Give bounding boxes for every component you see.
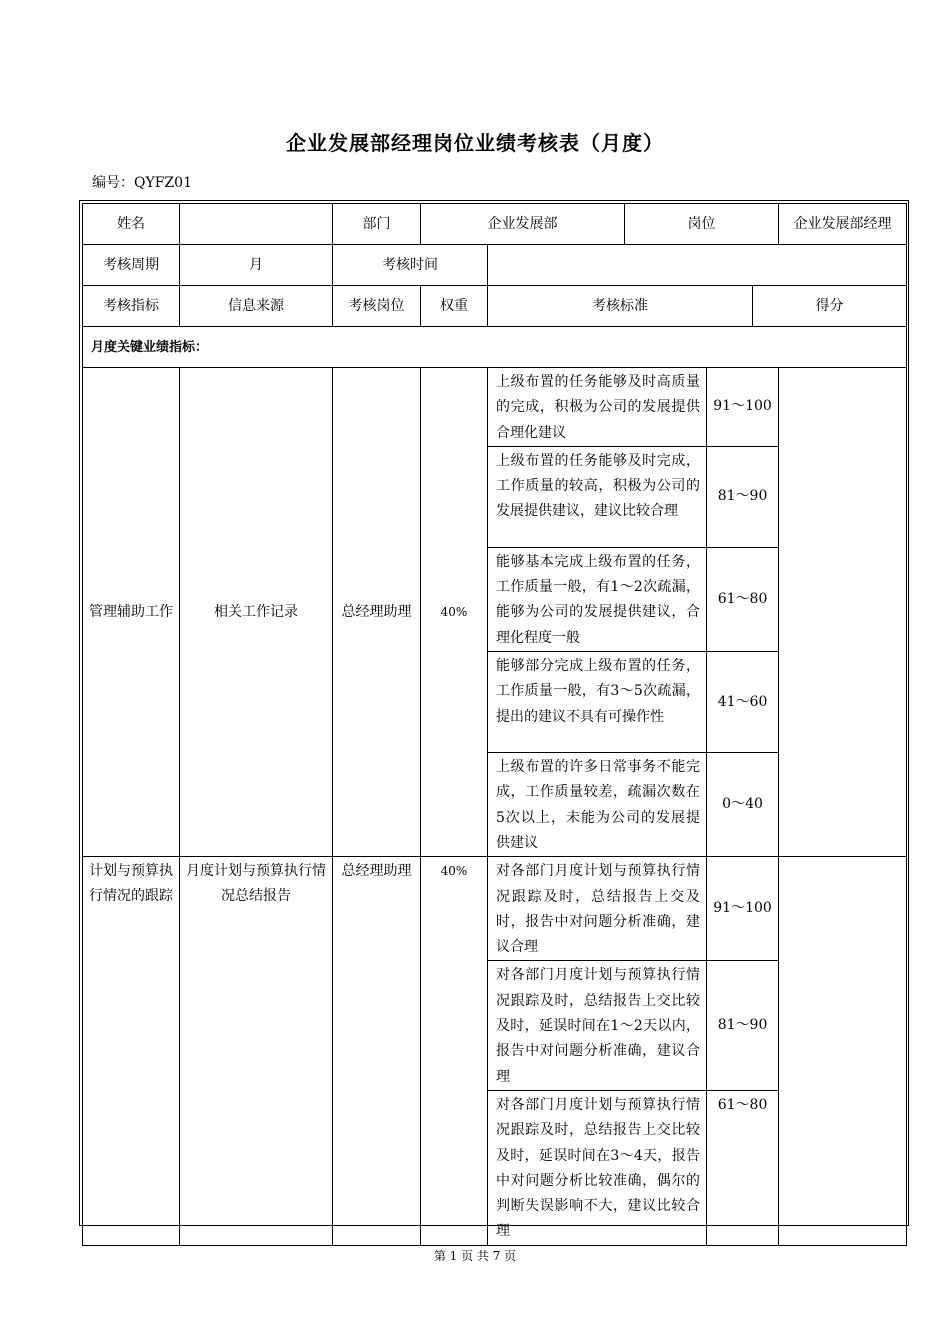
criterion-range: 61～80 [707, 547, 779, 651]
indicator-post: 总经理助理 [333, 857, 421, 1245]
criterion-text: 上级布置的任务能够及时高质量的完成，积极为公司的发展提供合理化建议 [488, 368, 707, 447]
column-header-row [83, 286, 907, 327]
time-label: 考核时间 [333, 245, 488, 286]
criterion-text: 上级布置的许多日常事务不能完成，工作质量较差，疏漏次数在5次以上，未能为公司的发展提供建议 [488, 753, 707, 857]
criterion-range: 91～100 [707, 368, 779, 447]
criterion-range: 91～100 [707, 857, 779, 961]
criterion-text: 上级布置的任务能够及时完成，工作质量的较高，积极为公司的发展提供建议，建议比较合理 [488, 446, 707, 547]
page-title: 企业发展部经理岗位业绩考核表（月度） [286, 131, 664, 155]
document-code: 编号：QYFZ01 [92, 175, 192, 191]
col-indicator: 考核指标 [83, 286, 180, 327]
indicator-name: 管理辅助工作 [83, 368, 180, 857]
criterion-text: 能够基本完成上级布置的任务，工作质量一般，有1～2次疏漏，能够为公司的发展提供建议，合理化程度一般 [488, 547, 707, 651]
period-value: 月 [180, 245, 333, 286]
indicator-weight: 40% [421, 368, 488, 857]
dept-value: 企业发展部 [421, 204, 625, 245]
page-footer: 第 1 页 共 7 页 [433, 1249, 517, 1263]
criterion-text: 能够部分完成上级布置的任务，工作质量一般，有3～5次疏漏，提出的建议不具有可操作性 [488, 652, 707, 753]
criterion-range: 81～90 [707, 446, 779, 547]
col-source: 信息来源 [180, 286, 333, 327]
criterion-range: 81～90 [707, 961, 779, 1090]
indicator-post: 总经理助理 [333, 368, 421, 857]
post-value: 企业发展部经理 [779, 204, 907, 245]
table-row [83, 368, 907, 447]
criterion-range: 41～60 [707, 652, 779, 753]
assessment-table [82, 203, 907, 1246]
score-cell[interactable] [779, 857, 907, 1245]
name-label: 姓名 [83, 204, 180, 245]
criterion-range: 61～80 [707, 1090, 779, 1245]
col-criteria: 考核标准 [488, 286, 753, 327]
col-weight: 权重 [421, 286, 488, 327]
time-value-cell[interactable] [488, 245, 907, 286]
section-row [83, 327, 907, 368]
post-label: 岗位 [625, 204, 779, 245]
col-score: 得分 [753, 286, 907, 327]
period-label: 考核周期 [83, 245, 180, 286]
criterion-text: 对各部门月度计划与预算执行情况跟踪及时，总结报告上交比较及时，延误时间在3～4天，报告中对问题分析比较准确，偶尔的判断失误影响不大，建议比较合理 [488, 1090, 707, 1245]
table-row [83, 857, 907, 961]
header-row-1 [83, 204, 907, 245]
indicator-source: 月度计划与预算执行情况总结报告 [180, 857, 333, 1245]
score-cell[interactable] [779, 368, 907, 857]
indicator-name: 计划与预算执行情况的跟踪 [83, 857, 180, 1245]
col-post: 考核岗位 [333, 286, 421, 327]
name-value-cell[interactable] [180, 204, 333, 245]
criterion-text: 对各部门月度计划与预算执行情况跟踪及时，总结报告上交比较及时，延误时间在1～2天以内，报告中对问题分析准确，建议合理 [488, 961, 707, 1090]
indicator-weight: 40% [421, 857, 488, 1245]
header-row-2 [83, 245, 907, 286]
criterion-range: 0～40 [707, 753, 779, 857]
section-label: 月度关键业绩指标： [83, 327, 907, 368]
dept-label: 部门 [333, 204, 421, 245]
indicator-source: 相关工作记录 [180, 368, 333, 857]
criterion-text: 对各部门月度计划与预算执行情况跟踪及时，总结报告上交及时，报告中对问题分析准确，建议合理 [488, 857, 707, 961]
